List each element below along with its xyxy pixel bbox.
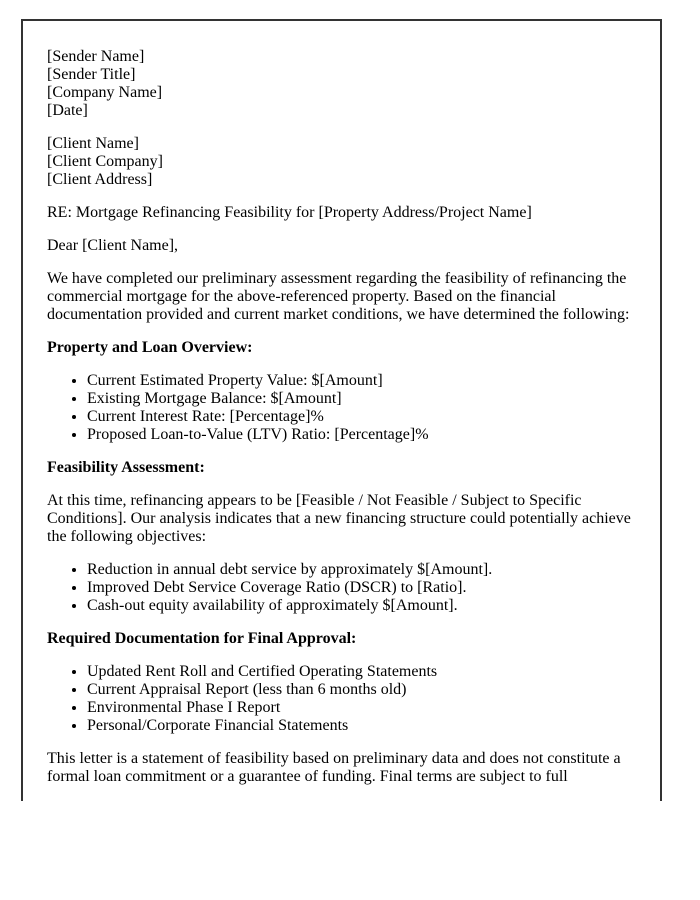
property-loan-overview-list [47, 372, 636, 444]
feasibility-objectives-list [47, 561, 636, 615]
section-heading-required-documentation: Required Documentation for Final Approval: [47, 630, 357, 647]
sender-name: [Sender Name] [47, 48, 145, 65]
list-item: • Cash-out equity availability of approximately $[Amount]. [87, 597, 636, 615]
list-item: • Reduction in annual debt service by approximately $[Amount]. [87, 561, 636, 579]
required-documentation-list [47, 663, 636, 735]
section-heading-property-loan-overview: Property and Loan Overview: [47, 339, 253, 356]
sender-title: [Sender Title] [47, 66, 136, 83]
intro-paragraph: We have completed our preliminary assessment regarding the feasibility of refinancing the commercial mortgage for the above-referenced property. Based on the financial documentation provided and current market conditions, we have determined the following: [47, 270, 630, 323]
salutation: Dear [Client Name], [47, 237, 179, 254]
list-item: • Updated Rent Roll and Certified Operating Statements [87, 663, 636, 681]
company-name: [Company Name] [47, 84, 163, 101]
list-item: • Current Interest Rate: [Percentage]% [87, 408, 636, 426]
list-item: • Improved Debt Service Coverage Ratio (DSCR) to [Ratio]. [87, 579, 636, 597]
client-address: [Client Address] [47, 171, 153, 188]
feasibility-paragraph: At this time, refinancing appears to be [Feasible / Not Feasible / Subject to Specific Conditions]. Our analysis indicates that a new financing structure could potentially achieve the following objectives: [47, 492, 631, 545]
letter-page [21, 19, 662, 801]
list-item: • Proposed Loan-to-Value (LTV) Ratio: [Percentage]% [87, 426, 636, 444]
list-item: • Personal/Corporate Financial Statements [87, 717, 636, 735]
subject-line: RE: Mortgage Refinancing Feasibility for [Property Address/Project Name] [47, 204, 532, 221]
letter-date: [Date] [47, 102, 88, 119]
sender-block [47, 48, 636, 120]
list-item: • Existing Mortgage Balance: $[Amount] [87, 390, 636, 408]
list-item: • Environmental Phase I Report [87, 699, 636, 717]
list-item: • Current Estimated Property Value: $[Amount] [87, 372, 636, 390]
section-heading-feasibility-assessment: Feasibility Assessment: [47, 459, 205, 476]
client-block [47, 135, 636, 189]
list-item: • Current Appraisal Report (less than 6 months old) [87, 681, 636, 699]
client-company: [Client Company] [47, 153, 163, 170]
client-name: [Client Name] [47, 135, 139, 152]
closing-paragraph: This letter is a statement of feasibility based on preliminary data and does not constitute a formal loan commitment or a guarantee of funding. Final terms are subject to full [47, 750, 621, 785]
